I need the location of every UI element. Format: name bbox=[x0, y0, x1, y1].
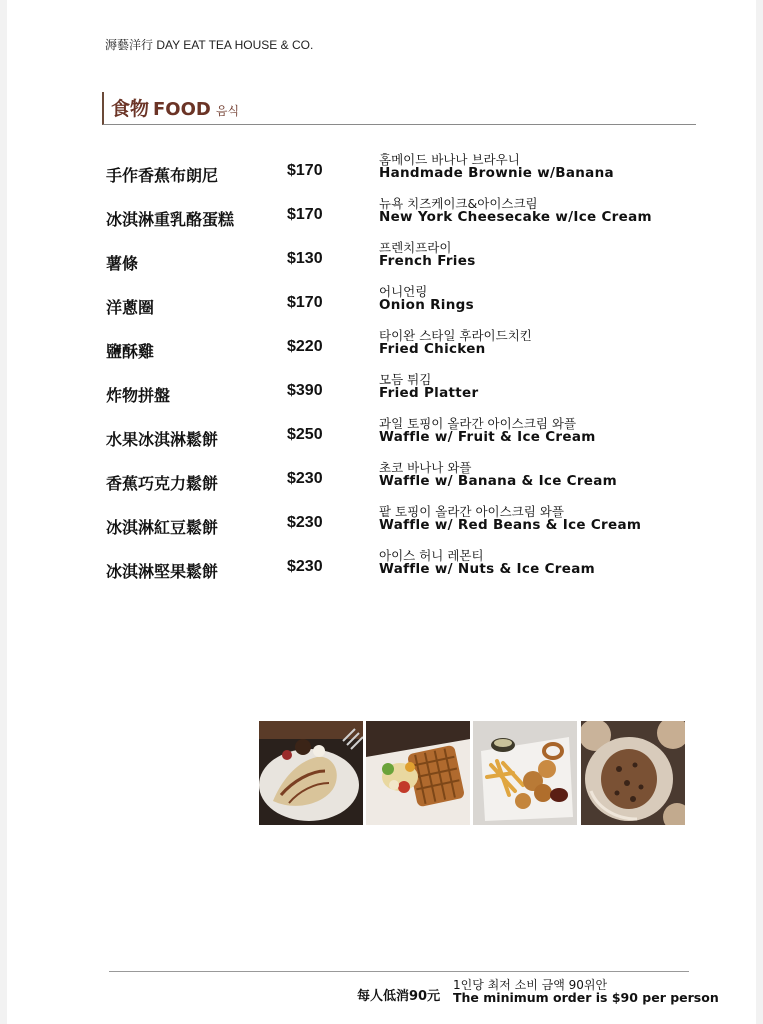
menu-item bbox=[7, 240, 756, 284]
item-name-en: Waffle w/ Banana & Ice Cream bbox=[379, 473, 618, 489]
company-name: 溽藝洋行 DAY EAT TEA HOUSE & CO. bbox=[105, 38, 314, 52]
brownie-photo bbox=[259, 721, 363, 825]
fried-platter-photo bbox=[473, 721, 577, 825]
item-name-ko: 뉴욕 치즈케이크&아이스크림 bbox=[379, 196, 538, 211]
item-price: $170 bbox=[287, 206, 323, 223]
bread-photo bbox=[581, 721, 685, 825]
item-name-en: Onion Rings bbox=[379, 297, 474, 313]
menu-item bbox=[7, 416, 756, 460]
item-name-ko: 과일 토핑이 올라간 아이스크림 와플 bbox=[379, 416, 577, 431]
item-name-ko: 초코 바나나 와플 bbox=[379, 460, 472, 475]
item-name-cn: 冰淇淋堅果鬆餅 bbox=[106, 562, 219, 581]
item-name-ko: 홈메이드 바나나 브라우니 bbox=[379, 152, 520, 167]
item-name-cn: 香蕉巧克力鬆餅 bbox=[106, 474, 219, 493]
item-name-cn: 洋蔥圈 bbox=[106, 298, 155, 317]
section-title-en: FOOD bbox=[153, 99, 211, 120]
item-name-ko: 타이완 스타일 후라이드치킨 bbox=[379, 328, 532, 343]
item-name-cn: 冰淇淋重乳酪蛋糕 bbox=[106, 210, 235, 229]
item-name-en: Waffle w/ Fruit & Ice Cream bbox=[379, 429, 596, 445]
item-name-en: Fried Chicken bbox=[379, 341, 486, 357]
menu-item bbox=[7, 328, 756, 372]
item-name-ko: 팥 토핑이 올라간 아이스크림 와플 bbox=[379, 504, 564, 519]
item-price: $230 bbox=[287, 558, 323, 575]
section-title-ko: 음식 bbox=[215, 104, 240, 118]
item-name-cn: 手作香蕉布朗尼 bbox=[106, 166, 219, 185]
footer-divider bbox=[109, 971, 689, 972]
item-name-ko: 어니언링 bbox=[379, 284, 428, 299]
item-name-ko: 모듬 튀김 bbox=[379, 372, 432, 387]
section-header bbox=[102, 92, 696, 125]
item-price: $230 bbox=[287, 470, 323, 487]
item-name-en: French Fries bbox=[379, 253, 476, 269]
item-name-cn: 炸物拼盤 bbox=[106, 386, 171, 405]
section-title bbox=[111, 94, 239, 121]
item-name-ko: 아이스 허니 레몬티 bbox=[379, 548, 484, 563]
menu-item bbox=[7, 196, 756, 240]
item-name-en: Waffle w/ Red Beans & Ice Cream bbox=[379, 517, 642, 533]
item-name-cn: 水果冰淇淋鬆餅 bbox=[106, 430, 219, 449]
waffle-photo bbox=[366, 721, 470, 825]
menu-item bbox=[7, 152, 756, 196]
item-name-en: Waffle w/ Nuts & Ice Cream bbox=[379, 561, 596, 577]
item-name-ko: 프렌치프라이 bbox=[379, 240, 452, 255]
minimum-order-ko: 1인당 최저 소비 금액 90위안 bbox=[453, 978, 608, 992]
item-name-cn: 冰淇淋紅豆鬆餅 bbox=[106, 518, 219, 537]
menu-item bbox=[7, 548, 756, 592]
item-price: $170 bbox=[287, 162, 323, 179]
item-price: $130 bbox=[287, 250, 323, 267]
menu-item bbox=[7, 460, 756, 504]
menu-item bbox=[7, 372, 756, 416]
section-title-cn: 食物 bbox=[111, 98, 150, 120]
minimum-order-cn: 每人低消90元 bbox=[357, 989, 441, 1004]
menu-item bbox=[7, 284, 756, 328]
menu-page bbox=[7, 0, 756, 1024]
item-name-en: Fried Platter bbox=[379, 385, 479, 401]
item-price: $230 bbox=[287, 514, 323, 531]
item-price: $390 bbox=[287, 382, 323, 399]
item-name-cn: 薯條 bbox=[106, 254, 139, 273]
minimum-order-en: The minimum order is $90 per person bbox=[453, 990, 719, 1005]
item-name-en: Handmade Brownie w/Banana bbox=[379, 165, 614, 181]
menu-item bbox=[7, 504, 756, 548]
item-name-en: New York Cheesecake w/Ice Cream bbox=[379, 209, 652, 225]
item-name-cn: 鹽酥雞 bbox=[106, 342, 155, 361]
item-price: $250 bbox=[287, 426, 323, 443]
item-price: $170 bbox=[287, 294, 323, 311]
item-price: $220 bbox=[287, 338, 323, 355]
